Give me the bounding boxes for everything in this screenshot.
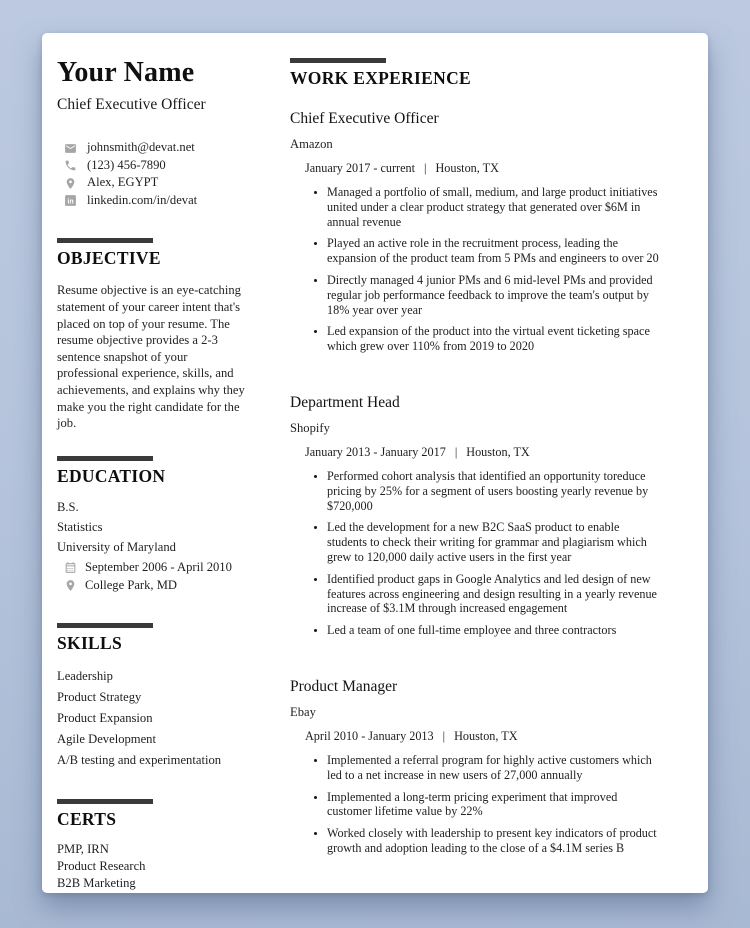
resume-document xyxy=(42,33,708,893)
job-location: Houston, TX xyxy=(435,161,499,175)
skill-item: Product Strategy xyxy=(57,689,142,704)
contact-item-location xyxy=(64,176,249,190)
objective-heading: OBJECTIVE xyxy=(57,248,161,269)
objective-section xyxy=(57,238,249,431)
contact-item-email xyxy=(64,141,249,155)
contact-location-text: Alex, EGYPT xyxy=(87,175,159,190)
education-school: University of Maryland xyxy=(57,539,176,554)
job-location: Houston, TX xyxy=(454,728,518,743)
work-experience-heading: WORK EXPERIENCE xyxy=(290,68,471,88)
job-entry xyxy=(290,110,695,354)
calendar-icon xyxy=(64,561,77,574)
contact-email-text: johnsmith@devat.net xyxy=(87,140,195,155)
job-bullet: • Directly managed 4 junior PMs and 6 mid-level PMs and provided regular job performance feedback to improve the team's output by 18% year over year xyxy=(327,273,659,317)
job-bullet: • Performed cohort analysis that identified an opportunity toreduce pricing by 25% for a segment of users boosting yearly revenue by $720,000 xyxy=(327,469,659,513)
resume-main xyxy=(290,58,695,875)
job-bullet: • Worked closely with leadership to present key indicators of product growth and adoption leading to the close of a $4.1M series B xyxy=(327,826,659,856)
skill-item: Agile Development xyxy=(57,731,156,746)
dateline-separator: | xyxy=(424,161,427,175)
skills-list xyxy=(57,670,249,767)
location-icon xyxy=(64,579,77,592)
linkedin-icon xyxy=(64,194,77,207)
person-name: Your Name xyxy=(57,57,195,88)
job-location: Houston, TX xyxy=(466,444,530,459)
person-job-title: Chief Executive Officer xyxy=(57,96,206,114)
contact-phone-text: (123) 456-7890 xyxy=(87,157,166,172)
job-bullet: • Led expansion of the product into the virtual event ticketing space which grew over 110% from 2019 to 2020 xyxy=(327,324,659,354)
section-rule xyxy=(57,799,153,804)
job-entry xyxy=(290,394,695,638)
job-dateline xyxy=(290,445,695,460)
dateline-separator: | xyxy=(442,728,446,743)
email-icon xyxy=(64,142,77,155)
job-bullet: • Implemented a referral program for highly active customers which led to a net increase in new users of 27,000 annually xyxy=(327,753,659,783)
contact-list xyxy=(57,141,249,207)
education-dates-row xyxy=(57,561,249,575)
education-major: Statistics xyxy=(57,519,103,534)
job-entry xyxy=(290,678,695,856)
section-rule xyxy=(57,456,153,461)
job-bullet: • Implemented a long-term pricing experiment that improved customer lifetime value by 22% xyxy=(327,790,659,820)
skill-item: Leadership xyxy=(57,668,113,683)
job-dateline xyxy=(290,161,695,176)
cert-item: Product Research xyxy=(57,858,146,873)
job-dateline xyxy=(290,729,695,744)
job-company: Amazon xyxy=(290,137,333,151)
certs-list xyxy=(57,843,249,890)
dateline-separator: | xyxy=(454,444,458,459)
resume-sidebar xyxy=(57,57,249,890)
education-heading: EDUCATION xyxy=(57,465,166,486)
svg-text:in: in xyxy=(67,198,74,206)
phone-icon xyxy=(64,159,77,172)
education-degree: B.S. xyxy=(57,499,79,514)
education-section xyxy=(57,456,249,593)
skills-section xyxy=(57,623,249,767)
job-bullet: • Managed a portfolio of small, medium, and large product initiatives united under a clear product strategy that generated over $6M in annual revenue xyxy=(327,185,659,229)
job-bullet: • Led a team of one full-time employee and three contractors xyxy=(327,623,659,638)
job-bullet: • Led the development for a new B2C SaaS product to enable students to check their writing for grammar and plagiarism which grew to 120,000 daily active users in the first year xyxy=(327,520,659,564)
job-title: Department Head xyxy=(290,393,400,411)
job-title: Chief Executive Officer xyxy=(290,110,439,127)
job-company: Shopify xyxy=(290,420,330,435)
contact-item-linkedin xyxy=(64,194,249,208)
job-title: Product Manager xyxy=(290,677,398,695)
contact-linkedin-text: linkedin.com/in/devat xyxy=(87,192,198,207)
skills-heading: SKILLS xyxy=(57,632,123,653)
contact-item-phone xyxy=(64,159,249,173)
education-location-row xyxy=(57,579,249,593)
skill-item: Product Expansion xyxy=(57,710,153,725)
section-rule xyxy=(57,238,153,243)
job-bullet: • Identified product gaps in Google Analytics and led design of new features across engineering and design resulting in a yearly revenue increase of $3.1M through increased engagement xyxy=(327,572,659,616)
job-bullet-list xyxy=(290,469,659,638)
education-dates: September 2006 - April 2010 xyxy=(85,559,232,574)
cert-item: B2B Marketing xyxy=(57,875,136,890)
job-bullet-list xyxy=(290,185,659,354)
education-location: College Park, MD xyxy=(85,578,177,593)
job-dates: April 2010 - January 2013 xyxy=(305,728,434,743)
job-company: Ebay xyxy=(290,704,316,719)
objective-text: Resume objective is an eye-catching statement of your career intent that's placed on top of your resume. The resume objective provides a 2-3 sentence snapshot of your professional experience, skills, and achievements, and explains why they make you the right candidate for the job. xyxy=(57,283,245,431)
certs-section xyxy=(57,799,249,890)
section-rule xyxy=(57,623,153,628)
job-dates: January 2017 - current xyxy=(305,161,415,175)
skill-item: A/B testing and experimentation xyxy=(57,752,222,767)
location-icon xyxy=(64,177,77,190)
certs-heading: CERTS xyxy=(57,808,117,829)
job-bullet: • Played an active role in the recruitment process, leading the expansion of the product team from 5 PMs and engineers to over 20 xyxy=(327,236,659,266)
education-entry xyxy=(57,501,249,593)
job-dates: January 2013 - January 2017 xyxy=(305,444,446,459)
section-rule xyxy=(290,58,386,63)
job-bullet-list xyxy=(290,753,659,856)
cert-item: PMP, IRN xyxy=(57,841,109,856)
